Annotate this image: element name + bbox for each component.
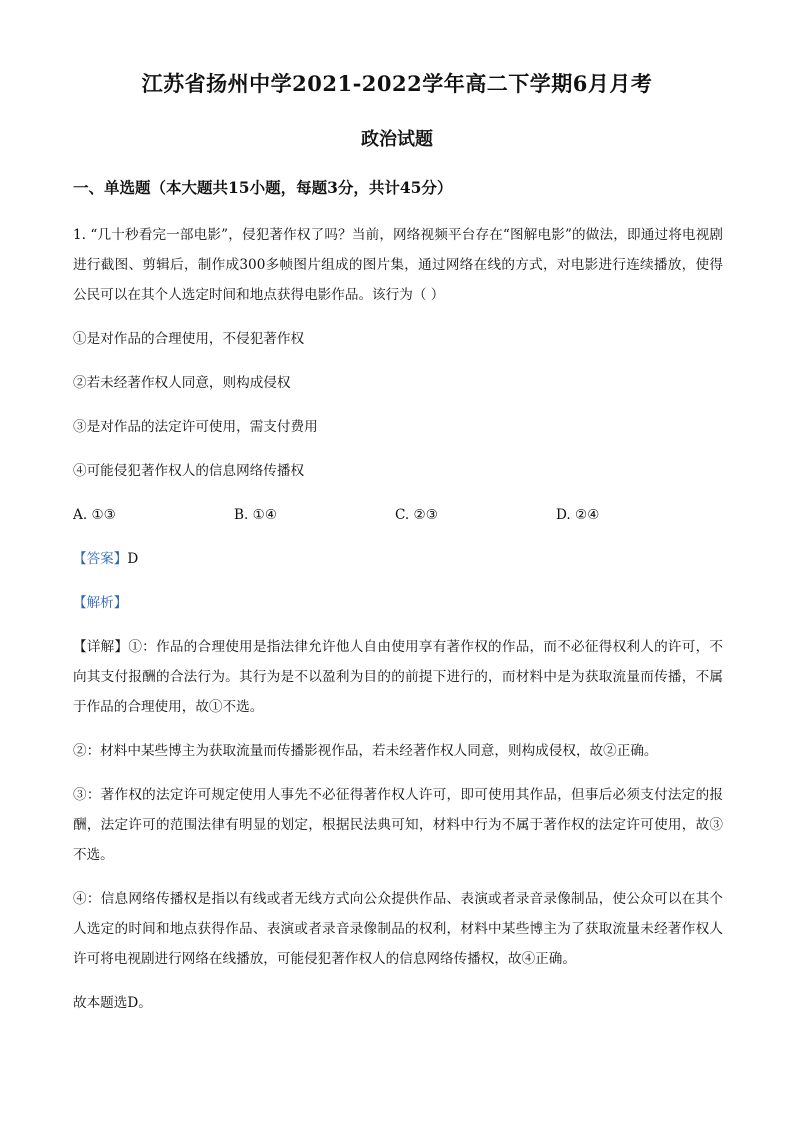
choice-b: B. ①④ [234, 507, 278, 523]
document-subtitle: 政治试题 [361, 129, 433, 150]
section-heading: 一、单选题（本大题共15小题，每题3分，共计45分） [73, 178, 453, 197]
detail-paragraph-4: ④：信息网络传播权是指以有线或者无线方式向公众提供作品、表演或者录音录像制品，使公众可以在其个人选定的时间和地点获得作品、表演或者录音录像制品的权利，材料中某些博主为了获取流量未经著作权人许可将电视剧进行网络在线播放，可能侵犯著作权人的信息网络传播权，故④正确。 [73, 891, 723, 967]
detail-tag: 【详解】 [73, 639, 129, 655]
statement-2: ②若未经著作权人同意，则构成侵权 [73, 375, 291, 391]
choice-a: A. ①③ [73, 507, 116, 523]
answer-line [73, 544, 723, 574]
document-title: 江苏省扬州中学2021-2022学年高二下学期6月月考 [141, 71, 653, 96]
statement-1: ①是对作品的合理使用，不侵犯著作权 [73, 331, 305, 347]
answer-choices [73, 500, 723, 530]
detail-paragraph-2: ②：材料中某些博主为获取流量而传播影视作品，若未经著作权人同意，则构成侵权，故②正确。 [73, 743, 658, 759]
statement-4: ④可能侵犯著作权人的信息网络传播权 [73, 463, 305, 479]
conclusion: 故本题选D。 [73, 995, 152, 1011]
choice-c: C. ②③ [395, 507, 438, 523]
analysis-tag: 【解析】 [73, 595, 128, 611]
detail-text-1: ①：作品的合理使用是指法律允许他人自由使用享有著作权的作品，而不必征得权利人的许可，不向其支付报酬的合法行为。其行为是不以盈利为目的的前提下进行的，而材料中是为获取流量而传播，不属于作品的合理使用，故①不选。 [73, 639, 724, 715]
analysis-line [73, 588, 723, 618]
detail-paragraph-3: ③：著作权的法定许可规定使用人事先不必征得著作权人许可，即可使用其作品，但事后必须支付法定的报酬，法定许可的范围法律有明显的划定，根据民法典可知，材料中行为不属于著作权的法定许可使用，故③不选。 [73, 787, 723, 863]
answer-value: D [127, 551, 139, 567]
statement-3: ③是对作品的法定许可使用，需支付费用 [73, 419, 318, 435]
question-block [73, 220, 723, 1032]
question-stem: 1. “几十秒看完一部电影”，侵犯著作权了吗？当前，网络视频平台存在“图解电影”的做法，即通过将电视剧进行截图、剪辑后，制作成300多帧图片组成的图片集，通过网络在线的方式，对电影进行连续播放，使得公民可以在其个人选定时间和地点获得电影作品。该行为（ ） [73, 227, 723, 303]
answer-tag: 【答案】 [73, 551, 128, 567]
choice-d: D. ②④ [556, 507, 600, 523]
detail-paragraph-1 [73, 632, 723, 722]
